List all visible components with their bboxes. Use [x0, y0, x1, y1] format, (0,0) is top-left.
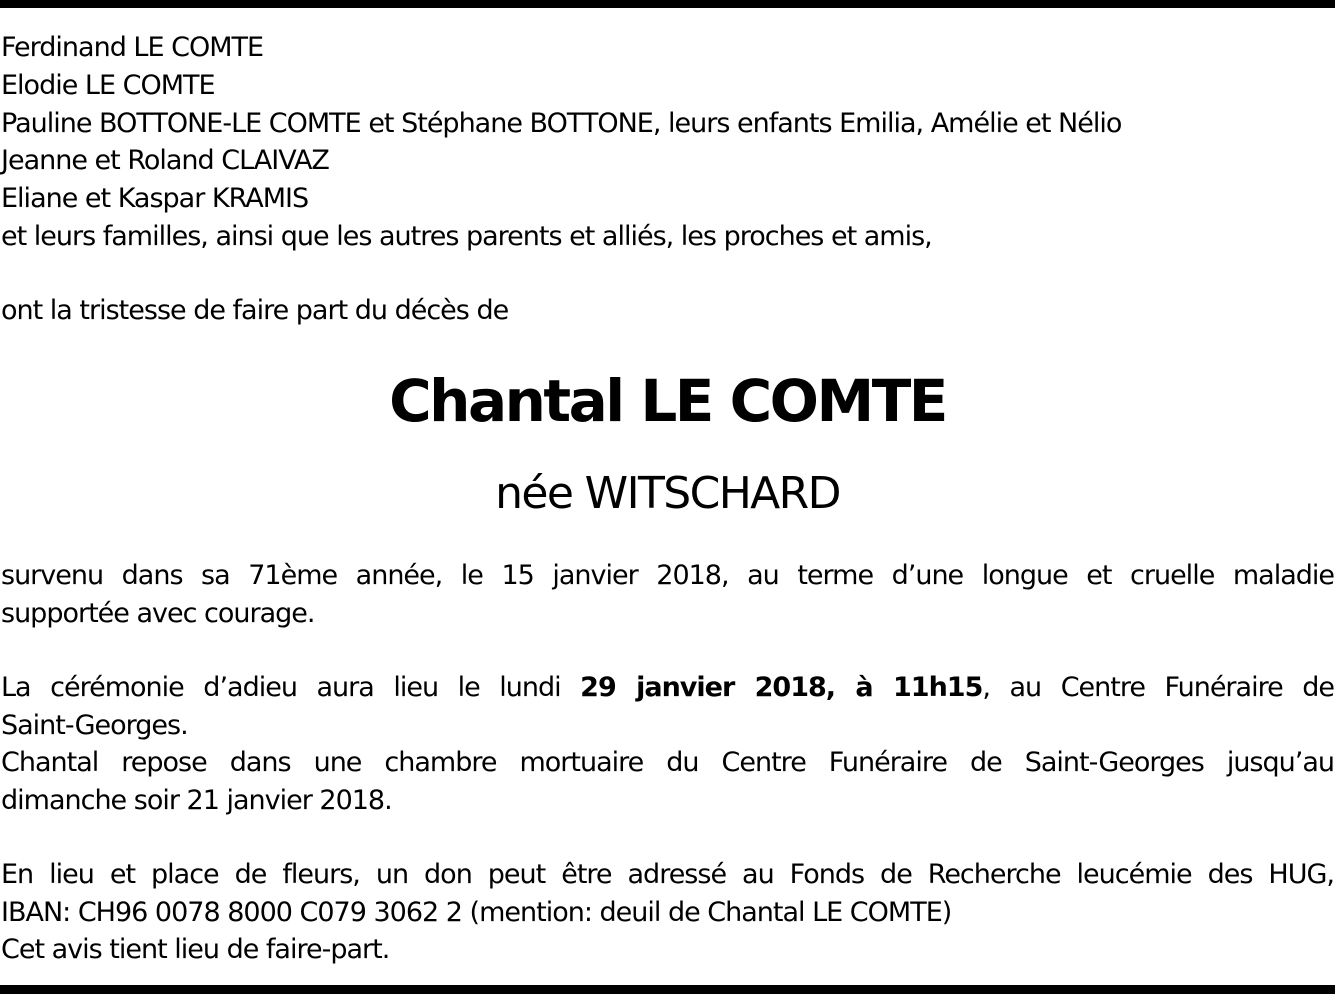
family-line: Pauline BOTTONE-LE COMTE et Stéphane BOTTONE, leurs enfants Emilia, Amélie et Nélio — [1, 108, 1122, 139]
family-line: Elodie LE COMTE — [1, 70, 215, 101]
donation-line: Cet avis tient lieu de faire-part. — [1, 934, 390, 965]
death-line: supportée avec courage. — [1, 598, 315, 629]
announcement-text: ont la tristesse de faire part du décès de — [1, 295, 509, 326]
family-line: Eliane et Kaspar KRAMIS — [1, 183, 309, 214]
ceremony-line — [1, 674, 1334, 701]
maiden-name: née WITSCHARD — [495, 468, 840, 519]
donation-line: IBAN: CH96 0078 8000 C079 3062 2 (mention: deuil de Chantal LE COMTE) — [1, 897, 952, 928]
deceased-name: Chantal LE COMTE — [389, 367, 946, 435]
ceremony-prefix: La cérémonie d’adieu aura lieu le lundi — [1, 672, 561, 703]
family-line: Ferdinand LE COMTE — [1, 32, 264, 63]
ceremony-line: Saint-Georges. — [1, 710, 188, 741]
ceremony-suffix: , au Centre Funéraire de — [982, 672, 1334, 703]
ceremony-date-time: 29 janvier 2018, à 11h15 — [580, 672, 983, 703]
bottom-border-rule — [0, 985, 1335, 994]
ceremony-line: dimanche soir 21 janvier 2018. — [1, 785, 392, 816]
family-line: et leurs familles, ainsi que les autres parents et alliés, les proches et amis, — [1, 221, 932, 252]
top-border-rule — [0, 0, 1335, 8]
donation-line: En lieu et place de fleurs, un don peut être adressé au Fonds de Recherche leucémie des HUG, — [1, 859, 1334, 890]
ceremony-line: Chantal repose dans une chambre mortuaire du Centre Funéraire de Saint-Georges jusqu’au — [1, 747, 1334, 778]
death-line: survenu dans sa 71ème année, le 15 janvier 2018, au terme d’une longue et cruelle maladie — [1, 560, 1334, 591]
family-line: Jeanne et Roland CLAIVAZ — [1, 145, 329, 176]
